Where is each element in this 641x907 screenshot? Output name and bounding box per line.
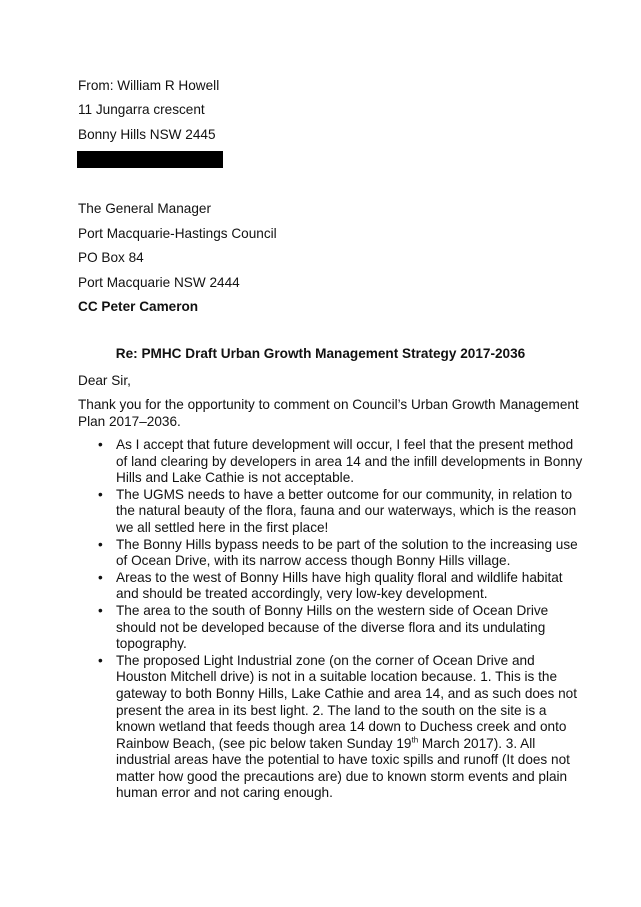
recipient-po-box: PO Box 84 bbox=[78, 250, 144, 265]
bullet-icon: • bbox=[98, 569, 103, 585]
item-line: As I accept that future development will occur, I feel that the present method bbox=[116, 437, 574, 452]
salutation: Dear Sir, bbox=[78, 373, 131, 388]
item-text: Rainbow Beach, (see pic below taken Sunday 19 bbox=[116, 735, 412, 751]
item-line: present the area in its best light. 2. The land to the south on the site is a bbox=[116, 702, 547, 718]
item-line: industrial areas have the potential to have toxic spills and runoff (It does not bbox=[116, 752, 570, 768]
item-line: matter how good the precautions are) due to known storm events and plain bbox=[116, 768, 568, 784]
item-line: should not be developed because of the diverse flora and its undulating bbox=[116, 619, 546, 635]
item-line: of land clearing by developers in area 14 and the infill developments in Bonny bbox=[116, 453, 583, 469]
item-line: topography. bbox=[116, 636, 187, 652]
sender-street: 11 Jungarra crescent bbox=[78, 102, 205, 117]
comment-list bbox=[78, 437, 598, 802]
list-item bbox=[78, 653, 598, 802]
item-line: human error and not caring enough. bbox=[116, 785, 333, 801]
cc-line: CC Peter Cameron bbox=[78, 299, 199, 314]
list-item bbox=[78, 537, 598, 570]
item-line: known wetland that feeds though area 14 down to Duchess creek and onto bbox=[116, 719, 567, 735]
bullet-icon: • bbox=[98, 536, 103, 552]
item-text: March 2017). 3. All bbox=[418, 735, 536, 751]
list-item bbox=[78, 487, 598, 537]
recipient-title: The General Manager bbox=[78, 201, 211, 216]
list-item bbox=[78, 603, 598, 653]
item-line: we all settled here in the first place! bbox=[116, 519, 329, 535]
item-line: of Ocean Drive, with its narrow access though Bonny Hills village. bbox=[116, 553, 511, 569]
ordinal-suffix: th bbox=[411, 735, 419, 745]
redaction-bar bbox=[77, 151, 223, 168]
subject-heading: Re: PMHC Draft Urban Growth Management Strategy 2017-2036 bbox=[115, 346, 526, 361]
item-line: The UGMS needs to have a better outcome for our community, in relation to bbox=[116, 486, 573, 502]
intro-paragraph bbox=[78, 397, 598, 430]
bullet-icon: • bbox=[98, 437, 103, 452]
bullet-icon: • bbox=[98, 652, 103, 668]
intro-line: Thank you for the opportunity to comment on Council’s Urban Growth Management bbox=[78, 397, 579, 412]
recipient-city: Port Macquarie NSW 2444 bbox=[78, 275, 240, 290]
item-line: Hills and Lake Cathie is not acceptable. bbox=[116, 470, 355, 486]
item-line: gateway to both Bonny Hills, Lake Cathie and area 14, and as such does not bbox=[116, 685, 577, 701]
item-line: The proposed Light Industrial zone (on the corner of Ocean Drive and bbox=[116, 652, 535, 668]
intro-line: Plan 2017–2036. bbox=[78, 413, 181, 429]
item-line: Areas to the west of Bonny Hills have high quality floral and wildlife habitat bbox=[116, 569, 563, 585]
sender-name: From: William R Howell bbox=[78, 78, 220, 93]
bullet-icon: • bbox=[98, 602, 103, 618]
item-line: the natural beauty of the flora, fauna and our waterways, which is the reason bbox=[116, 503, 577, 519]
sender-suburb: Bonny Hills NSW 2445 bbox=[78, 127, 216, 142]
recipient-organisation: Port Macquarie-Hastings Council bbox=[78, 226, 277, 241]
item-line: The Bonny Hills bypass needs to be part of the solution to the increasing use bbox=[116, 536, 578, 552]
item-line bbox=[116, 736, 598, 753]
bullet-icon: • bbox=[98, 486, 103, 502]
item-line: and should be treated accordingly, very low-key development. bbox=[116, 586, 488, 602]
list-item bbox=[78, 570, 598, 603]
list-item bbox=[78, 437, 598, 487]
item-line: Houston Mitchell drive) is not in a suitable location because. 1. This is the bbox=[116, 669, 558, 685]
item-line: The area to the south of Bonny Hills on the western side of Ocean Drive bbox=[116, 602, 549, 618]
